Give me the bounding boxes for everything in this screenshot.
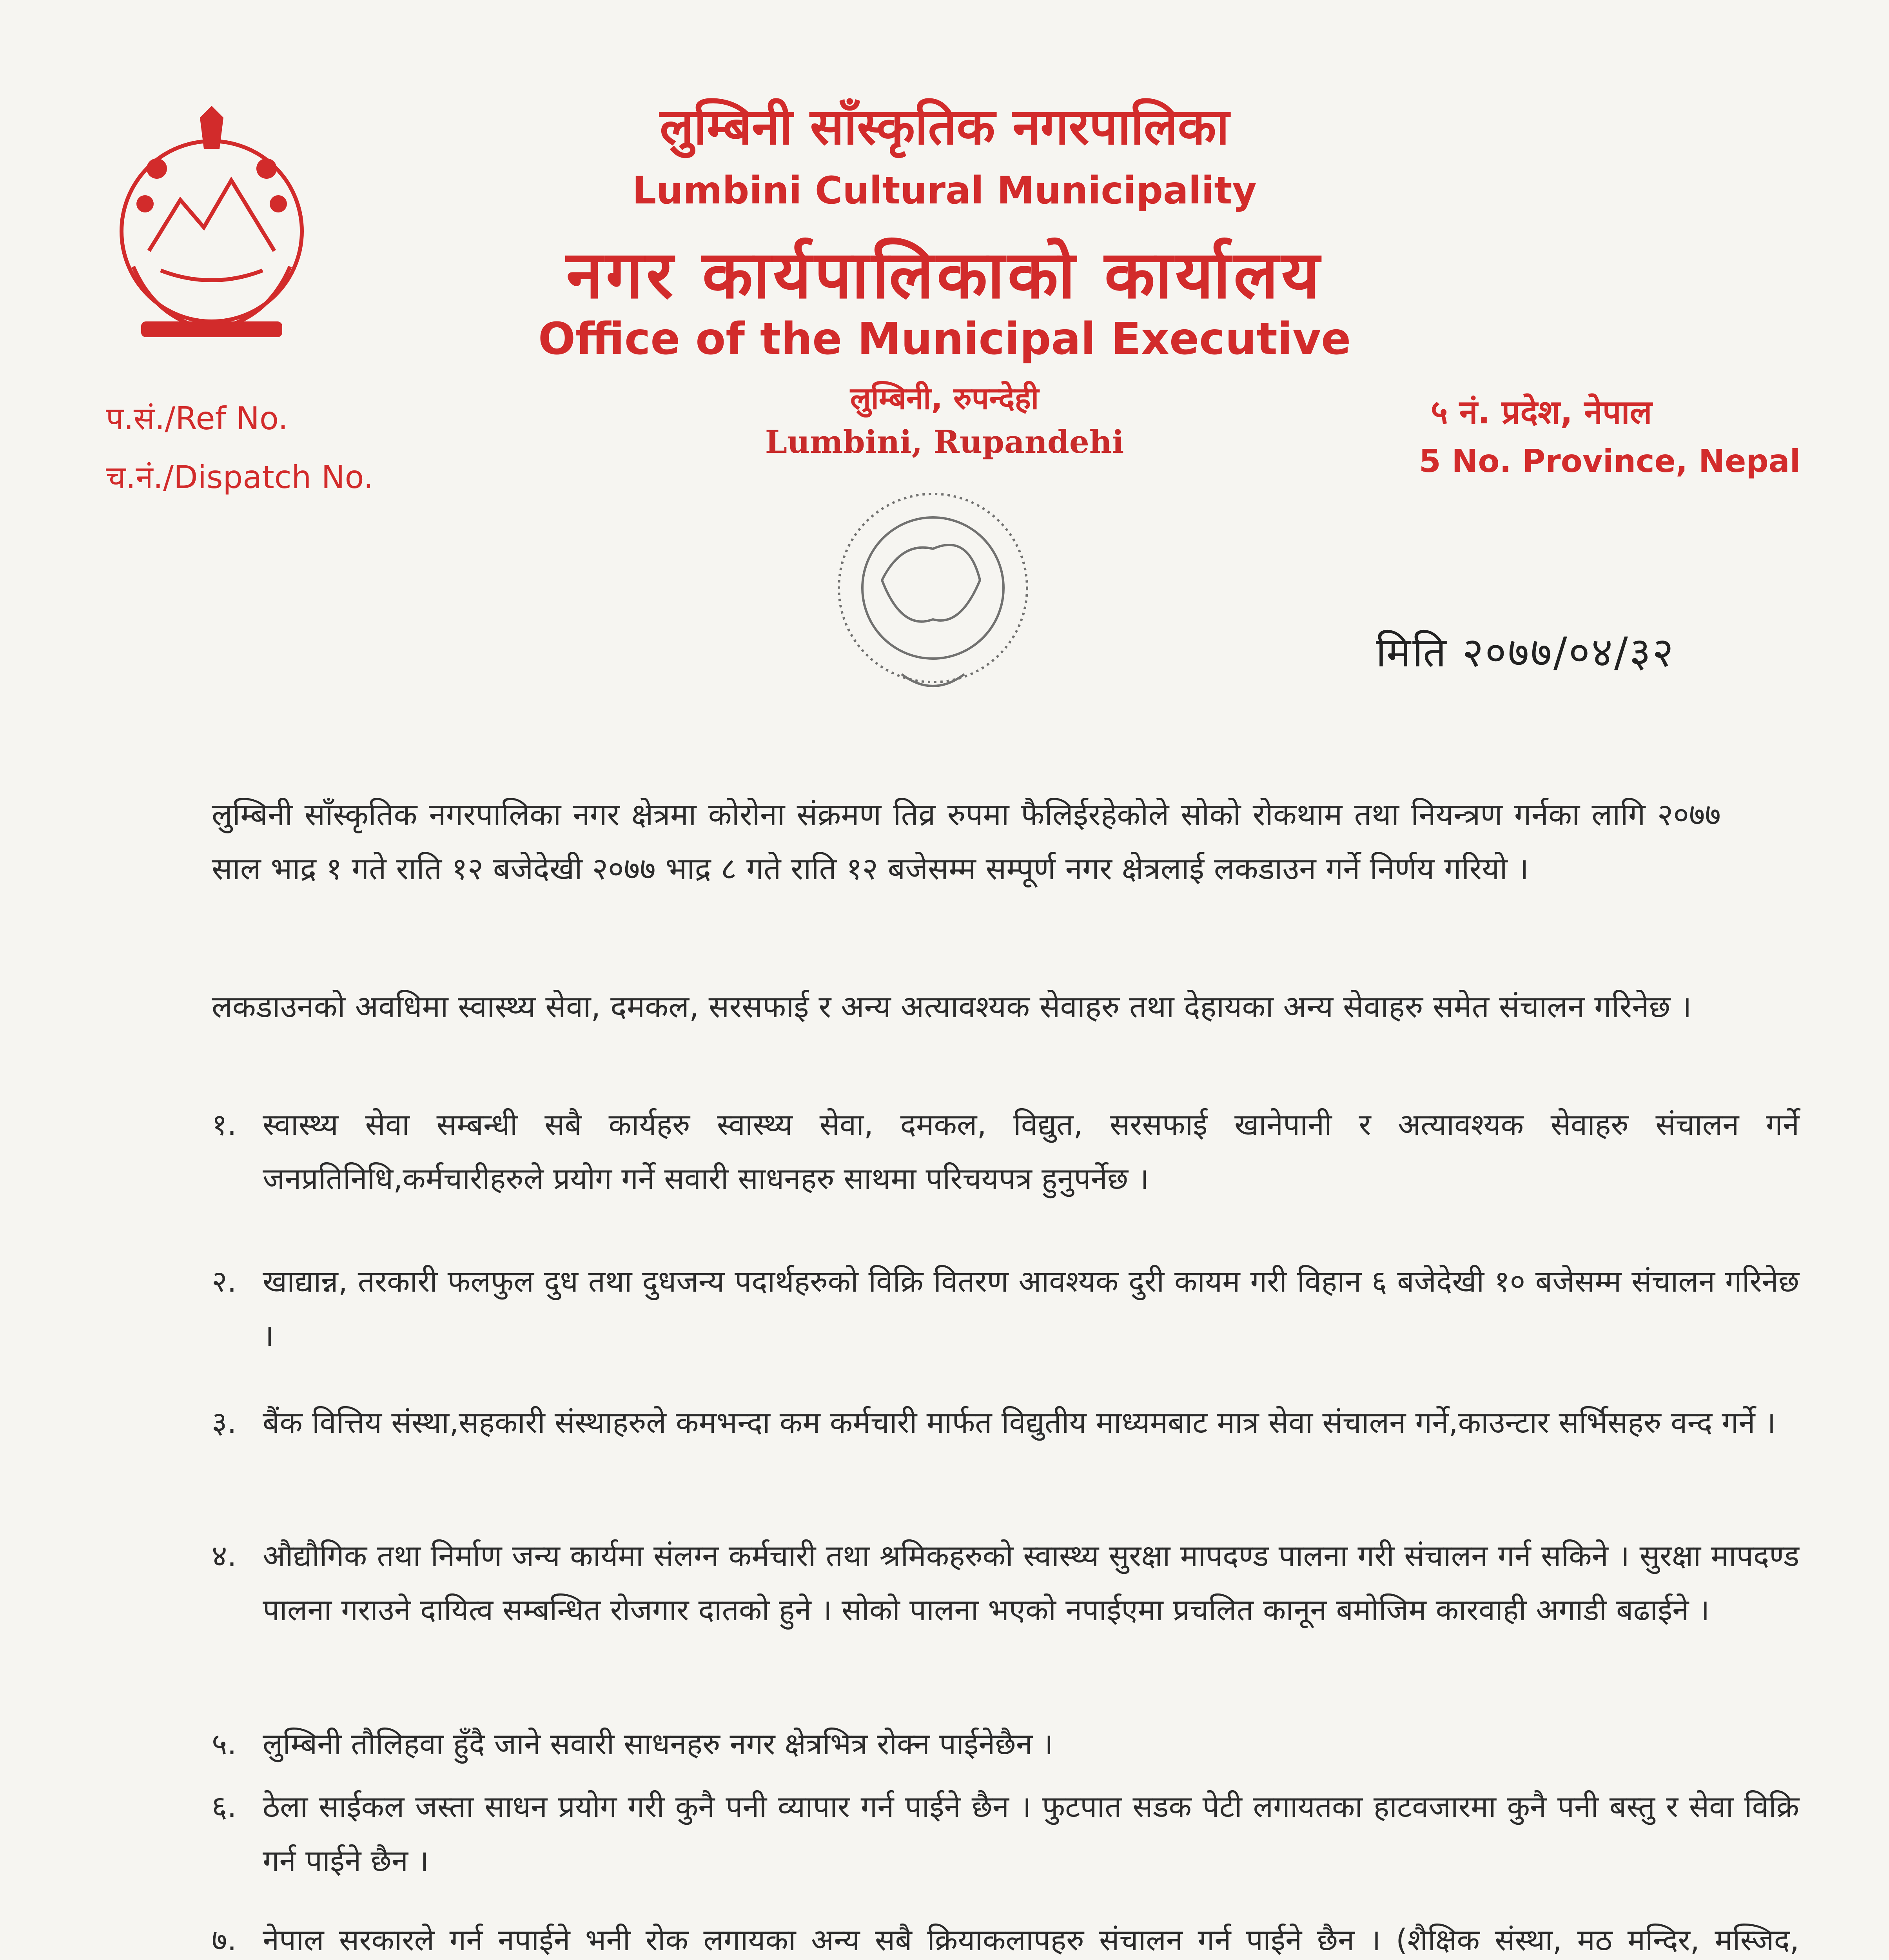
list-item-number: ५. xyxy=(212,1726,237,1761)
list-item-number: ७. xyxy=(212,1922,237,1957)
office-title-english: Office of the Municipal Executive xyxy=(538,314,1351,365)
list-item xyxy=(212,1529,1799,1637)
letter-date: मिति २०७७/०४/३२ xyxy=(1376,628,1675,676)
province-nepali: ५ नं. प्रदेश, नेपाल xyxy=(1431,393,1652,431)
list-item xyxy=(212,1717,1799,1771)
ref-no-label: प.सं./Ref No. xyxy=(106,400,288,437)
list-item xyxy=(212,1098,1799,1206)
office-title-nepali: नगर कार्यपालिकाको कार्यालय xyxy=(566,236,1323,313)
body-paragraph-2: लकडाउनको अवधिमा स्वास्थ्य सेवा, दमकल, सरसफाई र अन्य अत्यावश्यक सेवाहरु तथा देहायका अन्य सेवाहरु समेत संचालन गरिनेछ । xyxy=(212,989,1692,1025)
dispatch-no-label: च.नं./Dispatch No. xyxy=(106,459,374,495)
list-item-number: २. xyxy=(212,1264,237,1299)
list-item-text: बैंक वित्तिय संस्था,सहकारी संस्थाहरुले कमभन्दा कम कर्मचारी मार्फत विद्युतीय माध्यमबाट मात्र सेवा संचालन गर्ने,काउन्टार सर्भिसहरु वन्द गर्ने । xyxy=(263,1405,1776,1440)
list-item-text: औद्यौगिक तथा निर्माण जन्य कार्यमा संलग्न कर्मचारी तथा श्रमिकहरुको स्वास्थ्य सुरक्षा मापदण्ड पालना गरी संचालन गर्न सकिने । सुरक्षा मापदण्ड पालना गराउने दायित्व सम्बन्धित रोजगार दातको हुने । सोको पालना भएको नपाईएमा प्रचलित कानून बमोजिम कारवाही अगाडी बढाईने । xyxy=(263,1538,1799,1627)
list-item-text: लुम्बिनी तौलिहवा हुँदै जाने सवारी साधनहरु नगर क्षेत्रभित्र रोक्न पाईनेछैन । xyxy=(263,1726,1053,1761)
list-item-number: ३. xyxy=(212,1405,237,1440)
body-paragraph-1: लुम्बिनी साँस्कृतिक नगरपालिका नगर क्षेत्रमा कोरोना संक्रमण तिव्र रुपमा फैलिईरहेकोले सोको रोकथाम तथा नियन्त्रण गर्नका लागि २०७७ साल भाद्र १ गते राति १२ बजेदेखी २०७७ भाद्र ८ गते राति १२ बजेसम्म सम्पूर्ण नगर क्षेत्रलाई लकडाउन गर्ने निर्णय गरियो । xyxy=(212,797,1721,887)
list-item-number: ४. xyxy=(212,1538,237,1573)
place-nepali: लुम्बिनी, रुपन्देही xyxy=(850,381,1039,416)
place-english: Lumbini, Rupandehi xyxy=(765,423,1124,460)
list-item-number: ६. xyxy=(212,1789,237,1824)
list-item xyxy=(212,1780,1799,1888)
list-item-text: स्वास्थ्य सेवा सम्बन्धी सबै कार्यहरु स्वास्थ्य सेवा, दमकल, विद्युत, सरसफाई खानेपानी र अत्यावश्यक सेवाहरु संचालन गर्ने जनप्रतिनिधि,कर्मचारीहरुले प्रयोग गर्ने सवारी साधनहरु साथमा परिचयपत्र हुनुपर्नेछ । xyxy=(263,1107,1799,1196)
list-item-text: ठेला साईकल जस्ता साधन प्रयोग गरी कुनै पनी व्यापार गर्न पाईने छैन । फुटपात सडक पेटी लगायतका हाटवजारमा कुनै पनी बस्तु र सेवा विक्रि गर्न पाईने छैन । xyxy=(263,1789,1799,1878)
office-seal-stamp xyxy=(784,463,1082,760)
list-item-number: १. xyxy=(212,1107,237,1142)
list-item-text: नेपाल सरकारले गर्न नपाईने भनी रोक लगायका अन्य सबै क्रियाकलापहरु संचालन गर्न पाईने छैन । (शैक्षिक संस्था, मठ मन्दिर, मस्जिद, xyxy=(263,1922,1799,1957)
list-item-text: खाद्यान्न, तरकारी फलफुल दुध तथा दुधजन्य पदार्थहरुको विक्रि वितरण आवश्यक दुरी कायम गरी विहान ६ बजेदेखी १० बजेसम्म संचालन गरिनेछ । xyxy=(263,1264,1799,1353)
municipality-title-nepali: लुम्बिनी साँस्कृतिक नगरपालिका xyxy=(660,98,1229,156)
list-item xyxy=(212,1254,1799,1363)
list-item xyxy=(212,1913,1799,1960)
municipality-title-english: Lumbini Cultural Municipality xyxy=(632,169,1257,212)
list-item xyxy=(212,1396,1799,1450)
province-english: 5 No. Province, Nepal xyxy=(1419,443,1801,479)
